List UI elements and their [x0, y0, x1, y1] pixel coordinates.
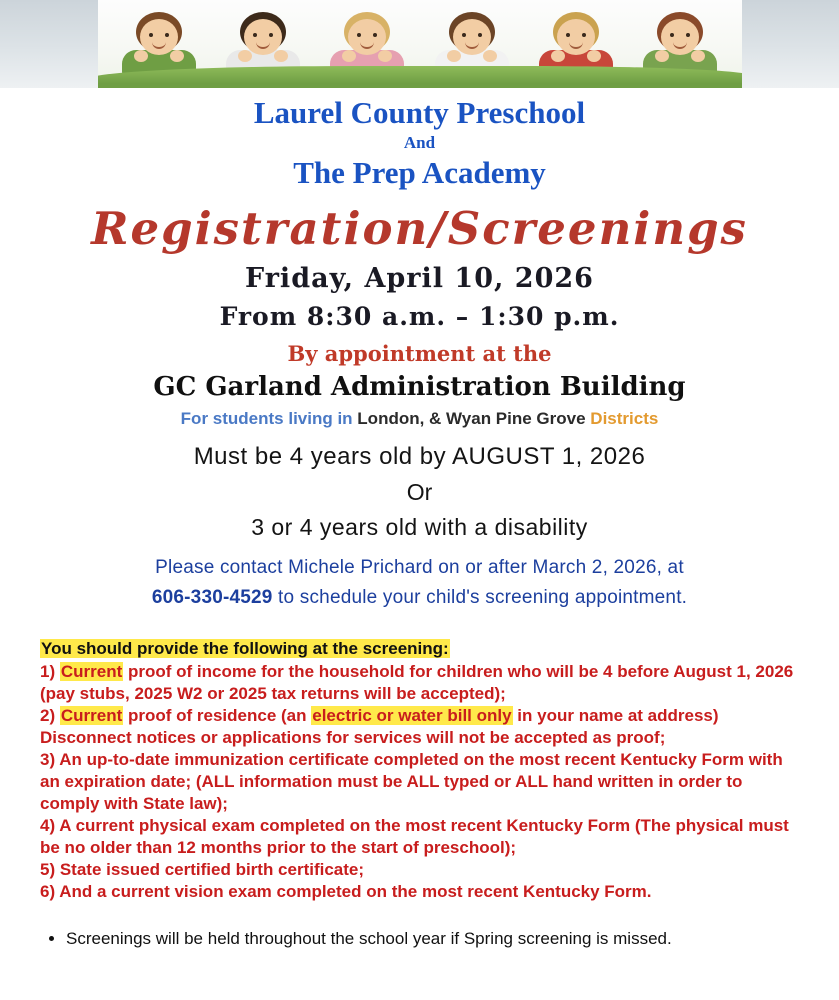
- districts-suffix: Districts: [590, 409, 659, 429]
- academy-name: The Prep Academy: [293, 155, 546, 191]
- districts-line: [0, 409, 839, 429]
- footer-note: [48, 927, 839, 951]
- requirements-intro: [40, 638, 801, 660]
- highlighted-text: Current: [60, 662, 123, 682]
- footer-note-text: • Screenings will be held throughout the school year if Spring screening is missed.: [66, 927, 799, 951]
- requirement-item: 1) Current proof of income for the household for children who will be 4 before August 1, 2026 (pay stubs, 2025 W2 or 2025 tax returns will be accepted);: [40, 662, 794, 704]
- highlighted-text: Current: [60, 706, 123, 726]
- highlighted-text: electric or water bill only: [312, 706, 512, 726]
- conjunction-text: And: [403, 133, 436, 153]
- contact-info: [0, 553, 839, 612]
- contact-line2: [0, 583, 839, 612]
- child-figure: [631, 10, 729, 76]
- requirement-item: 6) And a current vision exam completed on the most recent Kentucky Form.: [40, 882, 652, 902]
- phone-number: 606-330-4529: [151, 586, 273, 608]
- banner-right-margin: [742, 0, 839, 88]
- school-name: Laurel County Preschool: [253, 95, 586, 130]
- requirements-list: [40, 661, 801, 903]
- children-photo: [98, 0, 742, 88]
- event-time: From 8:30 a.m. – 1:30 p.m.: [219, 302, 620, 332]
- location-name: GC Garland Administration Building: [153, 372, 686, 403]
- age-requirement: Must be 4 years old by AUGUST 1, 2026: [193, 443, 646, 471]
- event-date: Friday, April 10, 2026: [245, 263, 594, 295]
- child-figure: [110, 10, 208, 76]
- requirement-item: 2) Current proof of residence (an electric or water bill only in your name at address) Disconnect notices or applications for services will not be accepted as proof;: [40, 706, 719, 748]
- requirement-item: 3) An up-to-date immunization certificate completed on the most recent Kentucky Form with an expiration date; (ALL information must be ALL typed or ALL hand written in order to comply with State law);: [40, 750, 783, 814]
- districts-prefix: For students living in: [180, 409, 358, 429]
- or-text: Or: [406, 479, 433, 506]
- requirement-item: 4) A current physical exam completed on the most recent Kentucky Form (The physical must be no older than 12 months prior to the start of preschool);: [40, 816, 789, 858]
- contact-line1: Please contact Michele Prichard on or after March 2, 2026, at: [155, 557, 684, 579]
- requirements-intro-text: You should provide the following at the screening:: [41, 639, 449, 659]
- grass-strip: [98, 66, 742, 88]
- requirement-item: 5) State issued certified birth certificate;: [40, 860, 365, 880]
- banner: [0, 0, 839, 88]
- districts-areas: London, & Wyan Pine Grove: [357, 409, 591, 429]
- requirements-section: [40, 638, 801, 903]
- contact-line2-rest: to schedule your child's screening appointment.: [272, 586, 688, 608]
- banner-left-margin: [0, 0, 98, 88]
- appointment-note: By appointment at the: [287, 341, 552, 367]
- disability-requirement: 3 or 4 years old with a disability: [251, 514, 588, 541]
- event-title: Registration/Screenings: [91, 202, 748, 256]
